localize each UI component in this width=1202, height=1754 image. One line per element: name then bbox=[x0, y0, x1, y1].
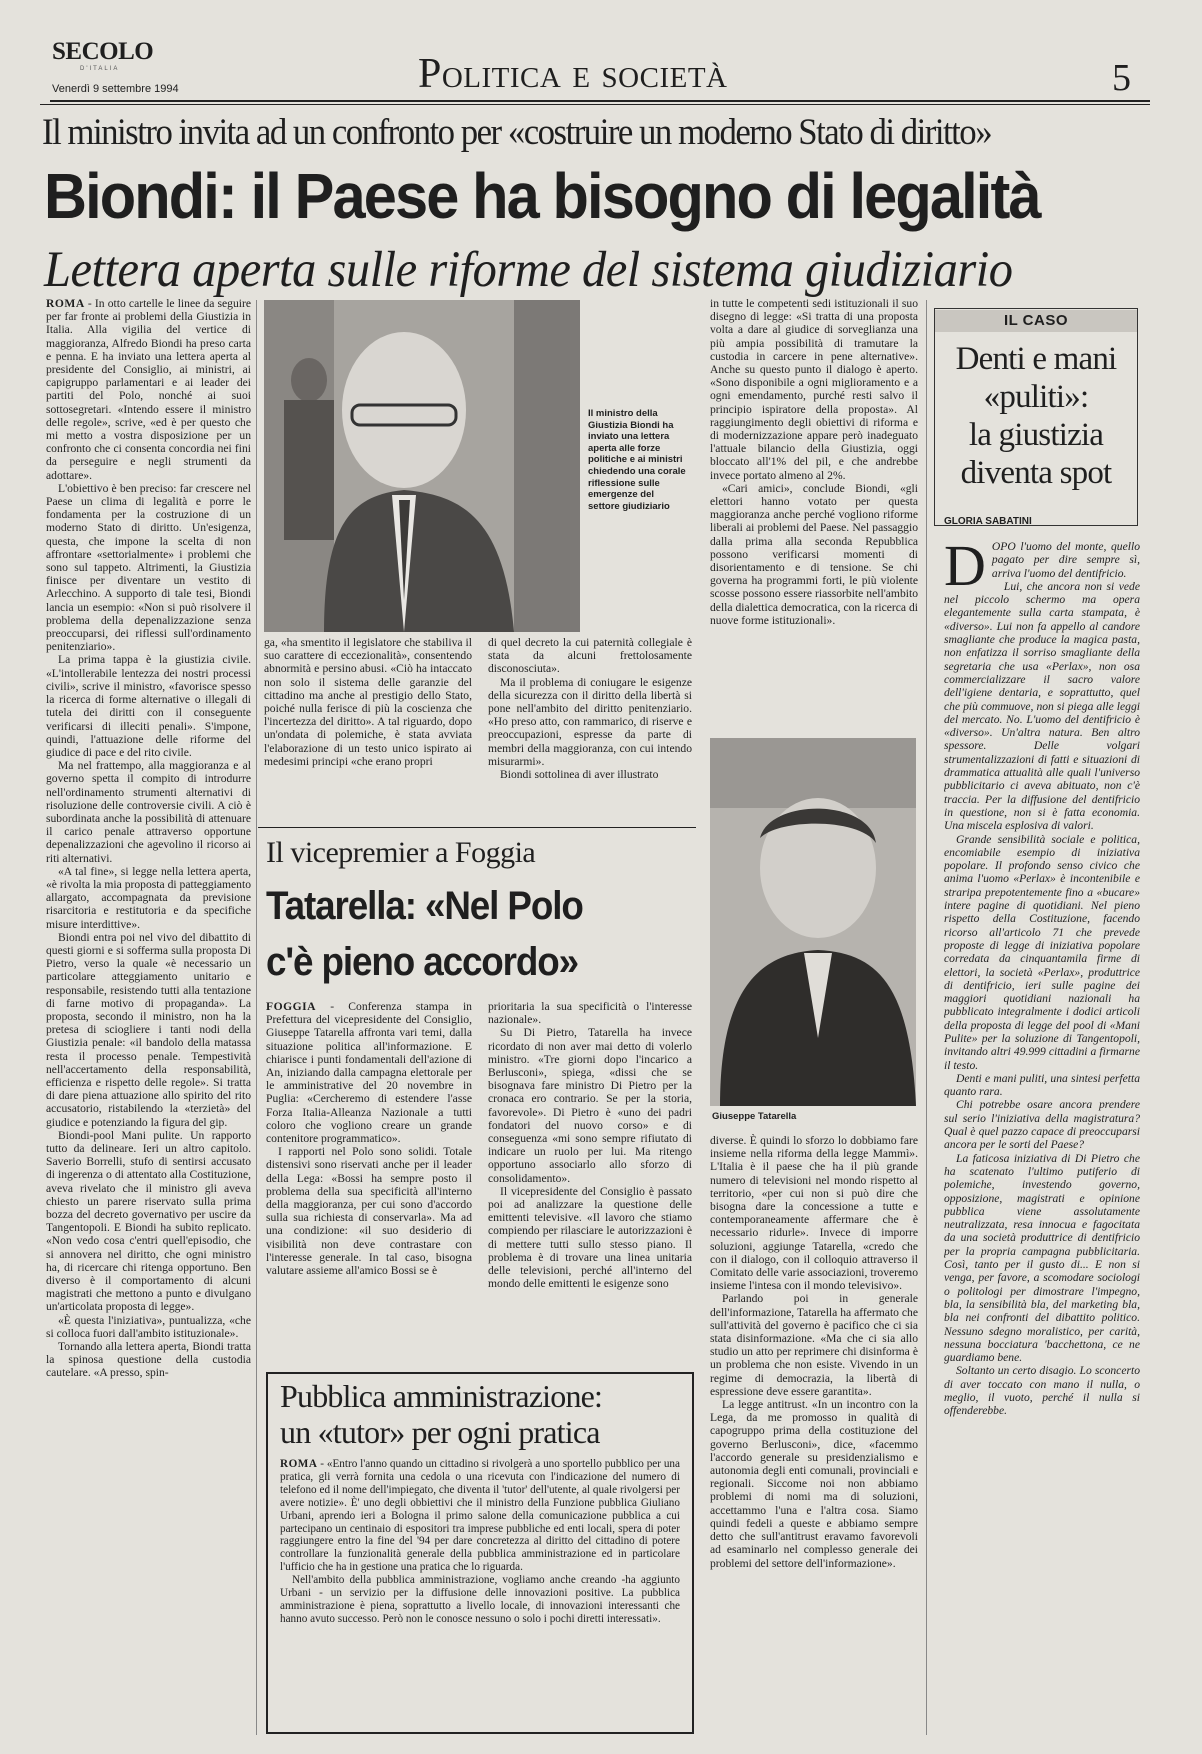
dateline: ROMA bbox=[280, 1458, 318, 1470]
paper-subtitle: D'ITALIA bbox=[80, 66, 120, 72]
main-headline: Biondi: il Paese ha bisogno di legalità bbox=[44, 160, 1040, 232]
caso-title bbox=[935, 340, 1137, 492]
biondi-paragraph: «È questa l'iniziativa», puntualizza, «che si colloca fuori dall'ambito istituzionale». bbox=[46, 1313, 251, 1340]
page-number: 5 bbox=[1112, 57, 1131, 99]
biondi-column-3: di quel decreto la cui paternità collegiale è stata da alcuni frettolosamente disconosciuta». Ma il problema di coniugare le esigenze della sicurezza con il diritto della libertà si pone nell'ambito del diritto penitenziario. «Ho preso atto, con rammarico, di riserve e preoccupazioni, espresse da parte di membri della maggioranza, con cui intendo misurarmi». Biondi sottolinea di aver illustrato bbox=[488, 636, 692, 782]
biondi-column-1 bbox=[46, 297, 251, 1737]
biondi-paragraph: «A tal fine», si legge nella lettera aperta, «è rivolta la mia proposta di patteggiamento allargato, accompagnata da previsione risarcitoria e restitutoria e da specifiche misure interdittive». bbox=[46, 864, 251, 931]
paper-name: SECOLO bbox=[52, 38, 154, 65]
caso-title-line-1: Denti e mani bbox=[955, 341, 1117, 377]
column-divider bbox=[926, 300, 927, 1735]
tatarella-column-3: diverse. È quindi lo sforzo lo dobbiamo fare insieme nella riforma della legge Mammì». L'Italia è il paese che ha il più grande numero di televisioni nel mondo rispetto al territorio, «per cui non si può dire che bisogna dare la concessione a tutte e contemporaneamente affermare che è necessario ridurle». Invece di imporre soluzioni, aggiunge Tatarella, «credo che con il dialogo, con il colloquio attraverso il Comitato delle varie associazioni, troveremo insieme l'intesa con il mondo televisivo». Parlando poi in generale dell'informazione, Tatarella ha affermato che sull'attività del governo è pacifico che ci sia stata disinformazione. «Ma che ci sia allo studio un atto per reprimere chi disinforma è un problema che non esiste. Vivendo in un regime di democrazia, la libertà di espressione deve essere garantita». La legge antitrust. «In un incontro con la Lega, da me promosso in qualità di capogruppo prima della costituzione del governo Berlusconi», dice, «facemmo l'accordo generale su presidenzialismo e autonomia degli enti comunali, provinciali e regionali. Siccome noi non abbiamo problemi di nomi ma di soluzioni, accettammo l'una e l'altra cosa. Siamo quindi fedeli a queste e abbiamo sempre detto che sull'antitrust eravamo favorevoli ad esaminarlo nel complesso generale dei problemi del settore dell'informazione». bbox=[710, 1134, 918, 1570]
tatarella-column-2: prioritaria la sua specificità o l'interesse nazionale». Su Di Pietro, Tatarella ha invece ricordato di non aver mai detto di volerlo ministro. «Tre giorni dopo l'incarico a Berlusconi», spiega, «dissi che se bisognava fare ministro Di Pietro per la cronaca ero contrario. Se per la storia, favorevole». Di Pietro è «uno dei padri fondatori del nuovo corso» e di conseguenza «mi sono sempre rifiutato di indicare un ruolo per lui. Ma ritengo opportuno associarlo allo sforzo di consolidamento». Il vicepresidente del Consiglio è passato poi ad analizzare la questione delle emittenti televisive. «Il lavoro che stiamo compiendo per rilasciare le autorizzazioni è di mettere tutti sullo stesso piano. Il problema è di trovare una linea unitaria delle televisioni, perché all'interno del mondo delle emittenti le esigenze sono bbox=[488, 1000, 692, 1291]
caso-title-line-4: diventa spot bbox=[960, 455, 1112, 491]
biondi-paragraph: ROMA - In otto cartelle le linee da seguire per far fronte ai problemi della Giustizia in Italia. Alla vigilia del vertice di maggioranza, Alfredo Biondi ha preso carta e penna. E ha inviato una lettera aperta al presidente del Consiglio, ai ministri, ai capigruppo parlamentari e ai leader dei partiti del Polo, nonché ai suoi sottosegretari. «Intendo essere il ministro delle regole», scrive, «ed è per questo che mi metto a vostra disposizione per un confronto che ci consenta concordia nei fini da perseguire e negli strumenti da adottare». bbox=[46, 297, 251, 482]
biondi-paragraph: Biondi entra poi nel vivo del dibattito di questi giorni e si sofferma sulla proposta Di Pietro, verso la quale «è necessario un particolare atteggiamento unitario e responsabile, resistendo tutti alla tentazione di farne motivo di propaganda». La proposta, secondo il ministro, non ha la pretesa di sciogliere i tanti nodi della Giustizia penale: «il bandolo della matassa resta il processo penale. Tempestività nell'accertamento della responsabilità, efficienza e rispetto delle regole». Si tratta di dare piena attuazione allo spirito del rito accusatorio, ristabilendo la «terzietà» del giudice e potenziando la figura del gip. bbox=[46, 930, 251, 1129]
tatarella-top-rule bbox=[258, 827, 696, 828]
caso-label: IL CASO bbox=[935, 310, 1137, 332]
caso-title-line-2: «puliti»: bbox=[983, 379, 1089, 415]
tatarella-kicker: Il vicepremier a Foggia bbox=[266, 836, 536, 869]
pa-headline-line-1: Pubblica amministrazione: bbox=[280, 1378, 603, 1414]
tatarella-column-1: FOGGIA - Conferenza stampa in Prefettura del vicepresidente del Consiglio, Giuseppe Tatarella affronta vari temi, dalla situazione politica all'informazione. E chiarisce i punti fondamentali dell'azione di An, iniziando dalla campagna elettorale per le amministrative del 20 novembre in Puglia: «Cercheremo di estendere l'asse Forza Italia-Alleanza Nazionale a tutti coloro che vogliono creare un grande contenitore programmatico». I rapporti nel Polo sono solidi. Totale distensivi sono riservati anche per il leader della Lega: «Bossi ha sempre posto il problema della sua specificità all'interno della maggioranza, per cui sono d'accordo sulla sua richiesta di conservarla». Ma ad una condizione: «il suo desiderio di visibilità non deve contrastare con l'interesse generale. In tal caso, bisogna valutare assieme all'amico Bossi se è bbox=[266, 1000, 472, 1278]
tatarella-headline-line-1: Tatarella: «Nel Polo bbox=[266, 884, 583, 928]
biondi-column-4: in tutte le competenti sedi istituzionali il suo disegno di legge: «Si tratta di una proposta volta a dare al giudice di sorveglianza una più ampia possibilità di tramutare la custodia in carcere in pene alternative». Anche su questo punto il dialogo è aperto. «Sono disponibile a ogni miglioramento e a ogni emendamento, purché resti salvo il principio ispiratore della proposta». Al raggiungimento degli obiettivi di riforma e di modernizzazione appare però inadeguato l'attuale bilancio della Giustizia, oggi bloccato all'1% del pil, e che andrebbe invece portato almeno al 2%. «Cari amici», conclude Biondi, «gli elettori hanno votato per questa maggioranza anche perché vogliono riforme liberali ai problemi del Paese. Nel passaggio dalla prima alla seconda Repubblica possono verificarsi momenti di disorientamento e di tensione. Se chi governa ha programmi forti, le più violente scosse possono essere riassorbite nell'ambito della dialettica democratica, con la ricerca di nuove forme istituzionali». bbox=[710, 297, 918, 627]
tatarella-headline-line-2: c'è pieno accordo» bbox=[266, 940, 579, 984]
issue-date: Venerdì 9 settembre 1994 bbox=[52, 83, 179, 95]
pa-headline bbox=[280, 1378, 602, 1450]
portrait-illustration bbox=[710, 738, 916, 1106]
tatarella-photo-caption: Giuseppe Tatarella bbox=[712, 1111, 797, 1122]
caso-body: DOPO l'uomo del monte, quello pagato per dire sempre sì, arriva l'uomo del dentifricio. Lui, che ancora non si vede nel piccolo schermo ma opera elegantemente sulla carta stampata, è «diverso». Lui non fa appello al candore smagliante che produce la magica pasta, non enfatizza il sorriso smagliante della segretaria che usa «Perlax», non osa commercializzare il sacro valore dell'igiene dentaria, e soprattutto, quel che più commuove, non si piega alle leggi del mercato. No. L'uomo del dentifricio è «diverso». Un'altra natura. Ben altro spessore. Delle volgari strumentalizzazioni di fatti e situazioni di drammatica attualità alle quali l'universo pubblicitario ci aveva abituato, non c'è traccia. Per la diffusione del dentifricio in questione, non si è fatta economia. Una miscela esplosiva di valori. Grande sensibilità sociale e politica, encomiabile esempio di iniziativa popolare. Il profondo senso civico che anima l'uomo «Perlax» è incontenibile e straripa prepotentemente fino a «bucare» intere pagine di quotidiani. Nel pieno rispetto della Costituzione, facendo ricorso all'articolo 71 che prevede proposte di legge di iniziativa popolare corredata da cinquantamila firme di elettori, la società «Perlax», produttrice di dentifricio, ieri sulle pagine dei maggiori quotidiani nazionali ha pubblicato integralmente i dodici articoli della proposta di legge del pool di «Mani Pulite» per la soluzione di Tangentopoli, invitando altri 49.999 cittadini a firmarne il testo. Denti e mani puliti, una sintesi perfetta quanto rara. Chi potrebbe osare ancora prendere sul serio l'iniziativa della magistratura? Qual è quel pazzo capace di preoccuparsi ancora per le sorti del Paese? La faticosa iniziativa di Di Pietro che ha scatenato l'ultimo putiferio di polemiche, investendo governo, opposizione, magistrati e opinione pubblica viene assolutamente neutralizzata, resa innocua e fagocitata da una società produttrice di dentifricio per la propria campagna pubblicitaria. Così, tanto per il gusto di... E non si venga, per favore, a scomodare sociologi o politologi per dimostrare l'impegno, bla, la sensibilità bla, del marketing bla, bla nei confronti del dibattito politico. Nessuno sdegno moralistico, per carità, nessuna bocciatura 'bacchettona, ce ne guardiamo bene. Soltanto un certo disagio. Lo sconcerto di aver toccato con mano il nulla, o meglio, il vuoto, perché il nulla si offenderebbe. bbox=[944, 540, 1140, 1418]
dateline: FOGGIA bbox=[266, 1000, 317, 1013]
tatarella-photo bbox=[710, 738, 916, 1106]
pa-headline-line-2: un «tutor» per ogni pratica bbox=[280, 1414, 600, 1450]
biondi-paragraph: La prima tappa è la giustizia civile. «L'intollerabile lentezza dei nostri processi civili», scrive il ministro, «favorisce spesso la ricerca di forme alternative o illegali di tutela dei diritti con il conseguente verificarsi di illeciti penali». S'impone, quindi, l'attuazione delle riforme del giudice di pace e del rito civile. bbox=[46, 653, 251, 759]
biondi-paragraph: Biondi-pool Mani pulite. Un rapporto tutto da delineare. Ieri un altro capitolo. Saverio Borrelli, stufo di sentirsi accusato di ingerenza o di attentato alla Costituzione, aveva rivelato che il ministro gli aveva chiesto un parere riservato sulla prima bozza del decreto governativo per uscire da Tangentopoli. E Biondi ha subito replicato. «Non vedo cosa c'entri quell'episodio, che si annovera nel diritto, che ogni ministro ha, di ricercare chi ritenga opportuno. Ben diverso è il comportamento di alcuni magistrati che mettono a punto e divulgano un'articolata proposta di legge». bbox=[46, 1128, 251, 1314]
portrait-illustration bbox=[264, 300, 580, 632]
biondi-paragraph: Ma nel frattempo, alla maggioranza e al governo spetta il compito di introdurre nell'ordinamento strumenti alternativi di risoluzione delle controversie civili. A ciò è subordinata anche la possibilità di attenuare il carico penale attraverso opportune depenalizzazioni che agevolino il ricorso ai riti alternativi. bbox=[46, 759, 251, 865]
masthead-rule bbox=[50, 100, 1150, 102]
biondi-photo-caption: Il ministro della Giustizia Biondi ha inviato una lettera aperta alle forze politiche e ai ministri chiedendo una corale riflessione sulle emergenze del settore giudiziario bbox=[588, 408, 686, 512]
caso-title-line-3: la giustizia bbox=[968, 417, 1104, 453]
caso-dropcap: D bbox=[944, 540, 986, 598]
tatarella-headline bbox=[266, 878, 583, 990]
main-deck: Lettera aperta sulle riforme del sistema giudiziario bbox=[44, 242, 1013, 298]
biondi-paragraph: Tornando alla lettera aperta, Biondi tratta la spinosa questione della custodia cautelare. «A presso, spin- bbox=[46, 1340, 251, 1380]
biondi-paragraph: L'obiettivo è ben preciso: far crescere nel Paese un clima di legalità e porre le fondamenta per la costruzione di un moderno Stato di diritto. Un'esigenza, questa, che impone la scelta di non affrontare «settorialmente» i problemi che sono sul tappeto. Altrimenti, la Giustizia finisce per diventare un vestito di Arlecchino. A supporto di tale tesi, Biondi lancia un esempio: «Non si può risolvere il problema della depenalizzazione senza preoccuparsi, dei riflessi sull'ordinamento penitenziario». bbox=[46, 481, 251, 654]
caso-author: GLORIA SABATINI bbox=[944, 516, 1032, 527]
biondi-column-2: ga, «ha smentito il legislatore che stabiliva il suo carattere di eccezionalità», consentendo abnormità e persino abusi. «Ciò ha intaccato non solo il sistema delle garanzie del cittadino ma anche al prestigio dello Stato, poiché nulla ferisce di più la coscienza che l'incertezza del diritto». A tal riguardo, dopo un'ondata di polemiche, è stata avviata l'elaborazione di un testo unico ispirato ai medesimi principi «che erano propri bbox=[264, 636, 472, 768]
column-divider bbox=[256, 300, 257, 1735]
biondi-photo bbox=[264, 300, 580, 632]
section-title: Politica e società bbox=[418, 51, 728, 97]
pa-body: ROMA - «Entro l'anno quando un cittadino si rivolgerà a uno sportello pubblico per una pratica, gli verrà fornita una cedola o una ricevuta con l'indicazione del numero di telefono ed il nome dell'impiegato, che diventa il 'tutor' dell'utente, al quale rivolgersi per avere notizie». È' uno degli obbiettivi che il ministro della Funzione pubblica Giuliano Urbani, aprendo ieri a Bologna il primo salone della comunicazione pubblica a cui partecipano un centinaio di espositori tra imprese pubbliche ed enti locali, spera di poter raggiungere entro la fine del '94 per dare concretezza al diritto del cittadino di potere controllare la funzionalità generale della pubblica amministrazione ed in particolare l'ufficio che ha in gestione una pratica che lo riguarda. Nell'ambito della pubblica amministrazione, vogliamo anche creando -ha aggiunto Urbani - un servizio per la diffusione delle innovazioni positive. La pubblica amministrazione è piena, soprattutto a livello locale, di innovazioni interessanti che hanno avuto successo. Però non le conosce nessuno o solo i pochi diretti interessati». bbox=[280, 1458, 680, 1625]
main-kicker: Il ministro invita ad un confronto per «costruire un moderno Stato di diritto» bbox=[42, 112, 992, 153]
masthead bbox=[0, 0, 1202, 110]
dateline: ROMA bbox=[46, 297, 85, 310]
masthead-rule-thin bbox=[40, 104, 1150, 105]
